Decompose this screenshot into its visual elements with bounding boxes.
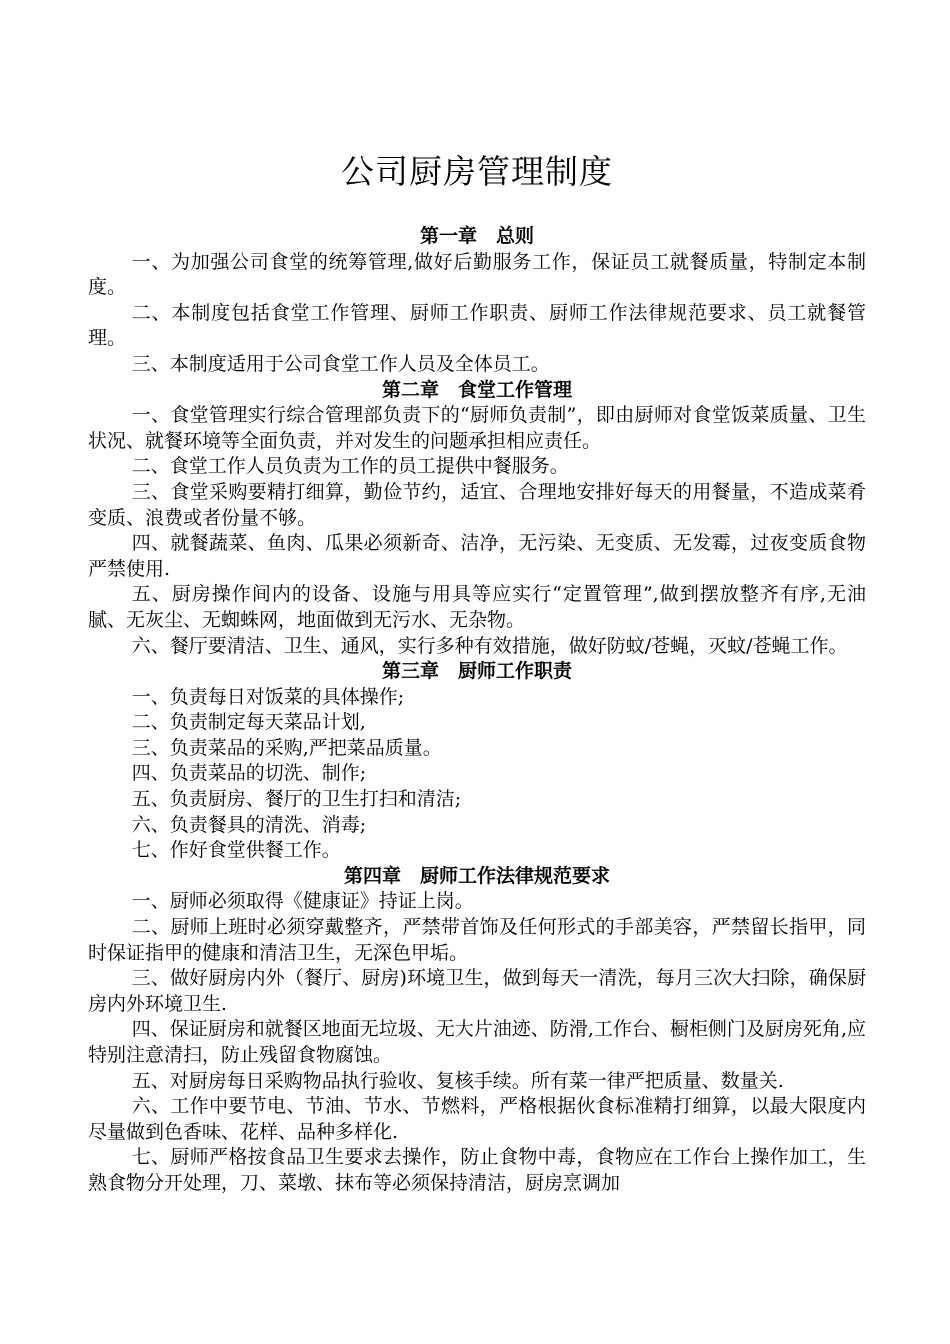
chapter-2-paragraph: 一、食堂管理实行综合管理部负责下的“厨师负责制”，即由厨师对食堂饭菜质量、卫生状况、就餐环境等全面负责，并对发生的问题承担相应责任。 [88, 404, 866, 452]
chapter-3-item: 七、作好食堂供餐工作。 [131, 839, 341, 862]
chapter-3-item: 一、负责每日对饭菜的具体操作; [131, 685, 405, 708]
chapter-3-item: 六、负责餐具的清洗、消毒; [131, 813, 367, 836]
chapter-3-item: 二、负责制定每天菜品计划, [131, 711, 366, 734]
chapter-4-paragraph: 三、做好厨房内外（餐厅、厨房)环境卫生，做到每天一清洗，每月三次大扫除，确保厨房内外环境卫生. [88, 967, 866, 1015]
chapter-4-heading: 第四章 厨师工作法律规范要求 [343, 864, 610, 887]
chapter-2-paragraph: 五、厨房操作间内的设备、设施与用具等应实行“定置管理”,做到摆放整齐有序,无油腻、无灰尘、无蜘蛛网，地面做到无污水、无杂物。 [88, 583, 866, 631]
chapter-1-paragraph: 一、为加强公司食堂的统筹管理,做好后勤服务工作，保证员工就餐质量，特制定本制度。 [88, 250, 866, 299]
document-title: 公司厨房管理制度 [341, 152, 613, 192]
chapter-3-item: 五、负责厨房、餐厅的卫生打扫和清洁; [131, 788, 462, 811]
chapter-2-paragraph: 二、食堂工作人员负责为工作的员工提供中餐服务。 [131, 455, 569, 478]
chapter-1-paragraph: 三、本制度适用于公司食堂工作人员及全体员工。 [131, 352, 550, 375]
chapter-1-paragraph: 二、本制度包括食堂工作管理、厨师工作职责、厨师工作法律规范要求、员工就餐管理。 [88, 301, 866, 350]
chapter-2-paragraph: 六、餐厅要清洁、卫生、通风，实行多种有效措施，做好防蚊/苍蝇，灭蚊/苍蝇工作。 [131, 634, 848, 657]
chapter-2-paragraph: 三、食堂采购要精打细算，勤俭节约，适宜、合理地安排好每天的用餐量，不造成菜肴变质、浪费或者份量不够。 [88, 480, 866, 529]
chapter-3-item: 四、负责菜品的切洗、制作; [131, 762, 367, 785]
chapter-4-paragraph: 六、工作中要节电、节油、节水、节燃料，严格根据伙食标准精打细算，以最大限度内尽量做到色香味、花样、品种多样化. [88, 1095, 866, 1143]
chapter-2-heading: 第二章 食堂工作管理 [381, 378, 572, 401]
chapter-4-paragraph: 一、厨师必须取得《健康证》持证上岗。 [131, 890, 474, 913]
document-body [88, 224, 866, 1197]
chapter-3-item: 三、负责菜品的采购,严把菜品质量。 [131, 736, 442, 759]
chapter-2-paragraph: 四、就餐蔬菜、鱼肉、瓜果必须新奇、洁净，无污染、无变质、无发霉，过夜变质食物严禁使用. [88, 532, 866, 580]
chapter-4-paragraph: 五、对厨房每日采购物品执行验收、复核手续。所有菜一律严把质量、数量关. [131, 1069, 784, 1092]
chapter-4-paragraph: 四、保证厨房和就餐区地面无垃圾、无大片油迹、防滑,工作台、橱柜侧门及厨房死角,应特别注意清扫，防止残留食物腐蚀。 [88, 1018, 866, 1066]
chapter-4-paragraph: 七、厨师严格按食品卫生要求去操作，防止食物中毒，食物应在工作台上操作加工，生熟食物分开处理，刀、菜墩、抹布等必须保持清洁，厨房烹调加 [88, 1146, 866, 1194]
chapter-4-paragraph: 二、厨师上班时必须穿戴整齐，严禁带首饰及任何形式的手部美容，严禁留长指甲，同时保证指甲的健康和清洁卫生，无深色甲垢。 [88, 916, 866, 964]
chapter-3-heading: 第三章 厨师工作职责 [381, 660, 572, 683]
chapter-1-heading: 第一章 总则 [419, 225, 534, 247]
